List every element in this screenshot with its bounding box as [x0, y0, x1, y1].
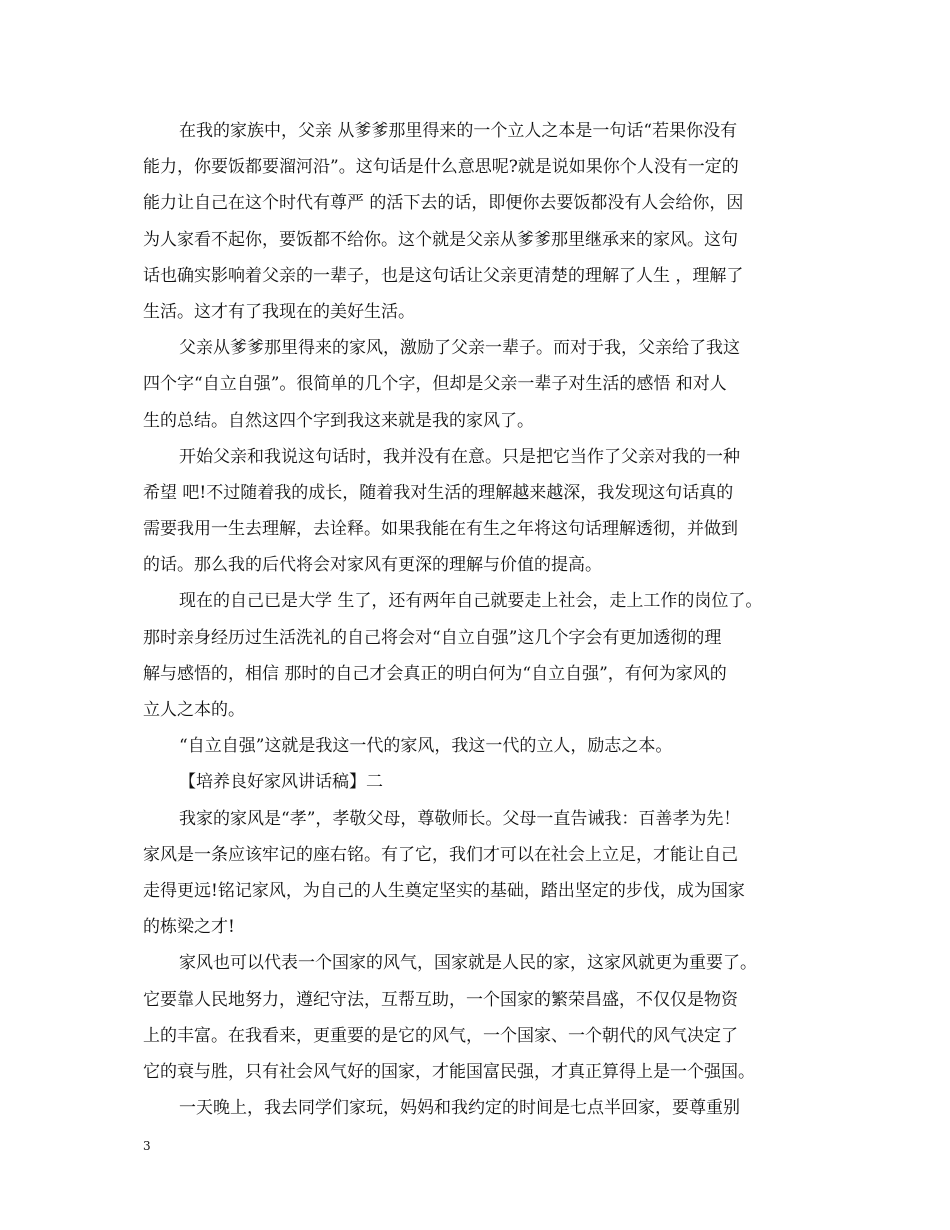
text-line: 父亲从爹爹那里得来的家风，激励了父亲一辈子。而对于我，父亲给了我这	[179, 338, 740, 359]
text-line: 开始父亲和我说这句话时，我并没有在意。只是把它当作了父亲对我的一种	[179, 446, 740, 467]
text-line: 走得更远!铭记家风，为自己的人生奠定坚实的基础，踏出坚定的步伐，成为国家	[143, 880, 745, 901]
text-line: 立人之本的。	[143, 700, 245, 720]
text-line: 它要靠人民地努力，遵纪守法，互帮互助，一个国家的繁荣昌盛，不仅仅是物资	[143, 989, 738, 1010]
text-line: 在我的家族中，父亲 从爹爹那里得来的一个立人之本是一句话“若果你没有	[179, 121, 738, 141]
text-line: 生的总结。自然这四个字到我这来就是我的家风了。	[143, 410, 534, 431]
text-line: 为人家看不起你，要饭都不给你。这个就是父亲从爹爹那里继承来的家风。这句	[143, 229, 738, 250]
text-line: 我家的家风是“孝”，孝敬父母，尊敬师长。父母一直告诫我：百善孝为先！	[179, 808, 741, 829]
document-body	[143, 113, 825, 1126]
text-line: 的栋梁之才!	[143, 917, 235, 938]
text-line: 能力，你要饭都要溜河沿”。这句话是什么意思呢?就是说如果你个人没有一定的	[143, 157, 739, 178]
text-line: 家风也可以代表一个国家的风气，国家就是人民的家，这家风就更为重要了。	[179, 953, 757, 974]
text-line: 希望 吧!不过随着我的成长，随着我对生活的理解越来越深，我发现这句话真的	[143, 482, 734, 503]
text-line: 上的丰富。在我看来，更重要的是它的风气，一个国家、一个朝代的风气决定了	[143, 1025, 738, 1046]
text-line: 需要我用一生去理解，去诠释。如果我能在有生之年将这句话理解透彻，并做到	[143, 519, 738, 540]
text-line: 话也确实影响着父亲的一辈子，也是这句话让父亲更清楚的理解了人生 ，理解了	[143, 265, 744, 286]
text-line: 现在的自己已是大学 生了，还有两年自己就要走上社会，走上工作的岗位了。	[179, 591, 763, 612]
text-line: 能力让自己在这个时代有尊严 的活下去的话，即便你去要饭都没有人会给你，因	[143, 193, 744, 214]
page-number: 3	[143, 1139, 151, 1153]
text-line: 家风是一条应该牢记的座右铭。有了它，我们才可以在社会上立足，才能让自己	[143, 844, 738, 865]
text-line: 【培养良好家风讲话稿】二	[179, 772, 383, 793]
text-line: 生活。这才有了我现在的美好生活。	[143, 301, 415, 322]
text-line: 解与感悟的，相信 那时的自己才会真正的明白何为“自立自强”，有何为家风的	[143, 663, 727, 684]
text-line: 的话。那么我的后代将会对家风有更深的理解与价值的提高。	[143, 555, 602, 576]
text-line: 一天晚上，我去同学们家玩，妈妈和我约定的时间是七点半回家，要尊重别	[179, 1098, 740, 1119]
text-line: “自立自强”这就是我这一代的家风，我这一代的立人，励志之本。	[179, 736, 673, 757]
text-line: 四个字“自立自强”。很简单的几个字，但却是父亲一辈子对生活的感悟 和对人	[143, 374, 727, 395]
text-line: 它的衰与胜，只有社会风气好的国家，才能国富民强，才真正算得上是一个强国。	[143, 1061, 755, 1082]
text-line: 那时亲身经历过生活洗礼的自己将会对“自立自强”这几个字会有更加透彻的理	[143, 627, 722, 648]
